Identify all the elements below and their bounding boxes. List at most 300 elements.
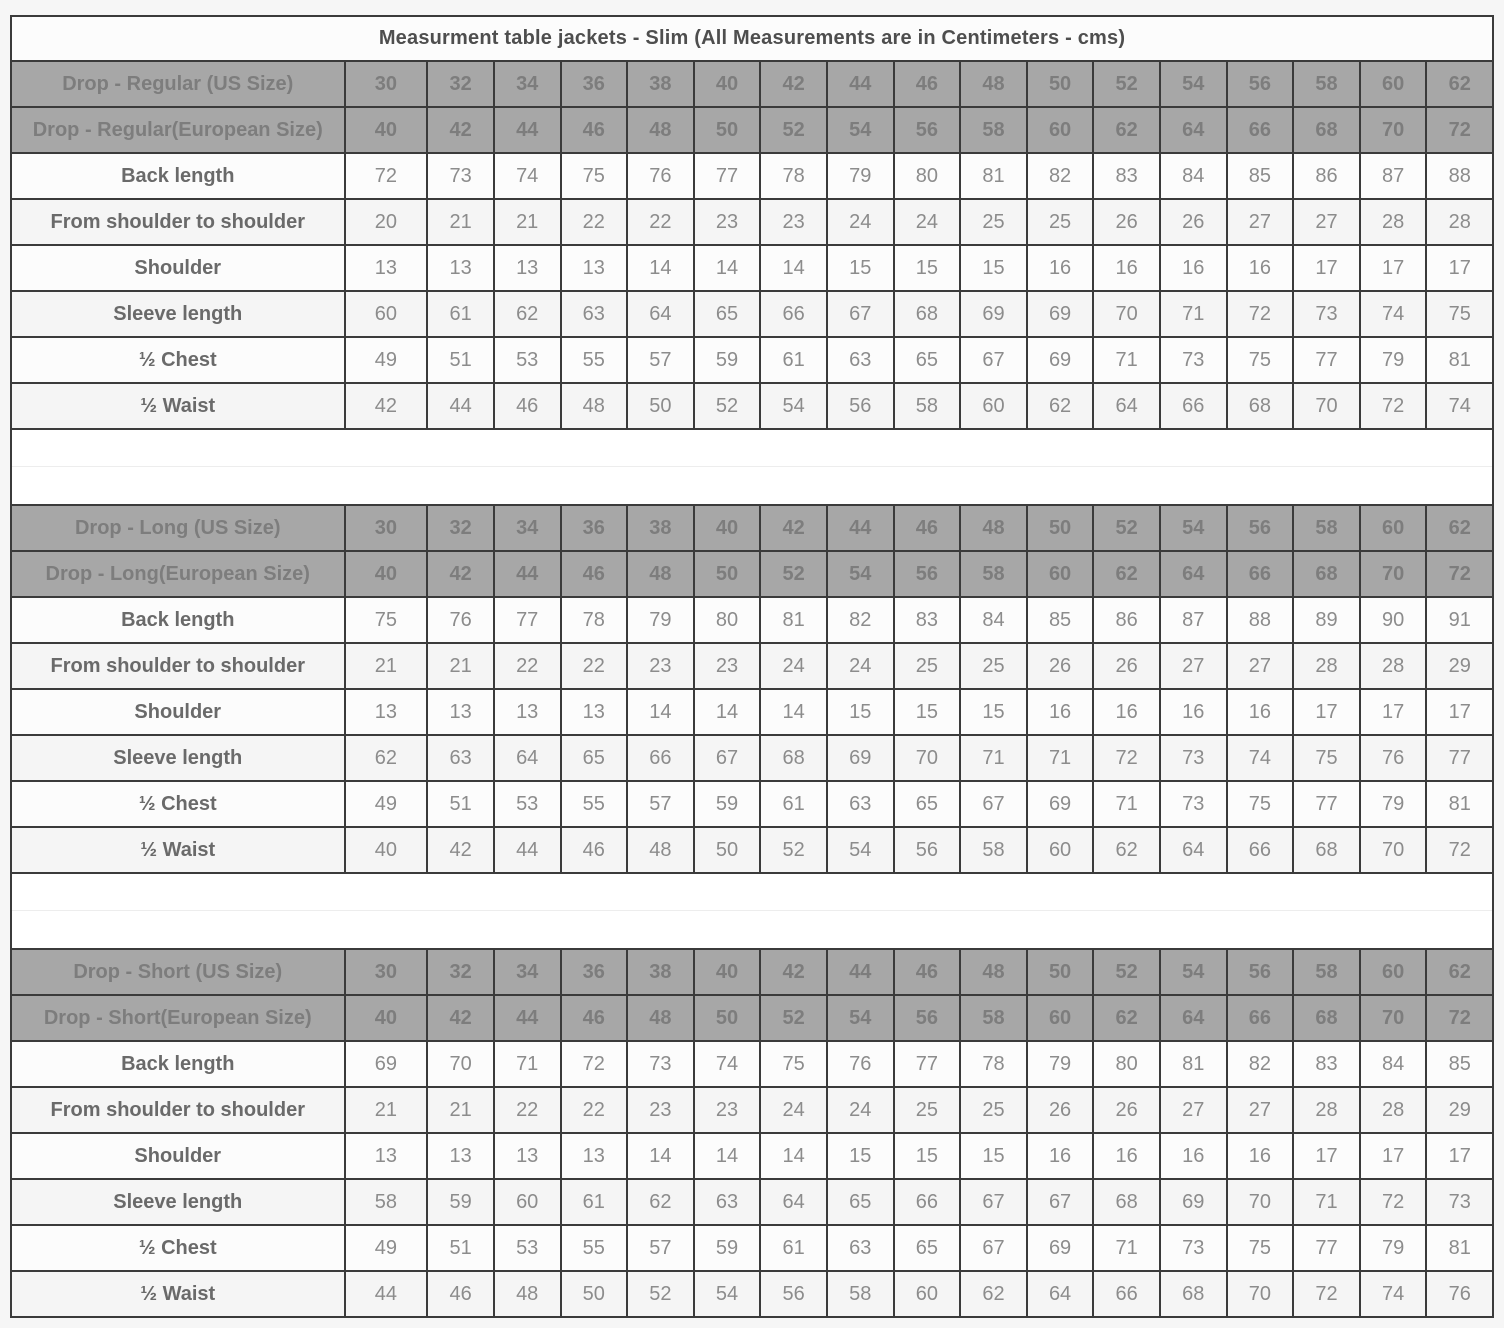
measurement-value: 25 bbox=[1026, 200, 1093, 244]
measurement-value: 17 bbox=[1359, 1134, 1426, 1178]
measurement-table bbox=[10, 15, 1494, 1318]
measurement-value: 23 bbox=[626, 1088, 693, 1132]
measurement-row bbox=[12, 780, 1492, 826]
measurement-value: 16 bbox=[1159, 1134, 1226, 1178]
measurement-value: 27 bbox=[1159, 644, 1226, 688]
us-size-cell: 46 bbox=[893, 506, 960, 550]
measurement-value: 24 bbox=[759, 1088, 826, 1132]
measurement-value: 71 bbox=[1092, 338, 1159, 382]
measurement-value: 66 bbox=[1092, 1272, 1159, 1316]
eu-size-cell: 50 bbox=[693, 996, 760, 1040]
measurement-value: 62 bbox=[1026, 384, 1093, 428]
us-size-cell: 62 bbox=[1425, 950, 1492, 994]
measurement-value: 28 bbox=[1359, 644, 1426, 688]
measurement-value: 24 bbox=[826, 1088, 893, 1132]
measurement-value: 73 bbox=[1425, 1180, 1492, 1224]
measurement-value: 81 bbox=[1425, 782, 1492, 826]
eu-size-cell: 40 bbox=[344, 552, 427, 596]
measurement-value: 61 bbox=[759, 338, 826, 382]
measurement-value: 77 bbox=[893, 1042, 960, 1086]
measurement-value: 57 bbox=[626, 782, 693, 826]
measurement-value: 51 bbox=[426, 1226, 493, 1270]
measurement-value: 62 bbox=[1092, 828, 1159, 872]
us-size-cell: 50 bbox=[1026, 506, 1093, 550]
eu-size-cell: 72 bbox=[1425, 996, 1492, 1040]
measurement-value: 14 bbox=[626, 1134, 693, 1178]
measurement-value: 76 bbox=[1359, 736, 1426, 780]
measurement-value: 57 bbox=[626, 338, 693, 382]
measurement-value: 65 bbox=[893, 782, 960, 826]
measurement-value: 14 bbox=[693, 1134, 760, 1178]
us-size-cell: 56 bbox=[1226, 950, 1293, 994]
measurement-value: 26 bbox=[1092, 200, 1159, 244]
us-size-cell: 38 bbox=[626, 62, 693, 106]
measurement-value: 72 bbox=[1092, 736, 1159, 780]
us-size-header-row bbox=[12, 948, 1492, 994]
measurement-value: 13 bbox=[493, 690, 560, 734]
us-size-cell: 48 bbox=[959, 950, 1026, 994]
measurement-value: 70 bbox=[1226, 1272, 1293, 1316]
eu-size-cell: 68 bbox=[1292, 996, 1359, 1040]
measurement-value: 22 bbox=[560, 644, 627, 688]
measurement-value: 17 bbox=[1425, 246, 1492, 290]
measurement-value: 22 bbox=[560, 200, 627, 244]
measurement-value: 15 bbox=[959, 246, 1026, 290]
measurement-value: 79 bbox=[1359, 782, 1426, 826]
measurement-value: 67 bbox=[693, 736, 760, 780]
measurement-value: 82 bbox=[1226, 1042, 1293, 1086]
eu-size-cell: 42 bbox=[426, 552, 493, 596]
measurement-row bbox=[12, 244, 1492, 290]
measurement-value: 22 bbox=[560, 1088, 627, 1132]
measurement-value: 84 bbox=[1359, 1042, 1426, 1086]
eu-size-cell: 54 bbox=[826, 552, 893, 596]
measurement-value: 22 bbox=[493, 644, 560, 688]
measurement-value: 63 bbox=[826, 1226, 893, 1270]
eu-size-cell: 52 bbox=[759, 108, 826, 152]
measurement-value: 72 bbox=[344, 154, 427, 198]
us-size-cell: 44 bbox=[826, 506, 893, 550]
us-size-header-row bbox=[12, 504, 1492, 550]
measurement-value: 85 bbox=[1026, 598, 1093, 642]
measurement-value: 63 bbox=[826, 782, 893, 826]
section-spacer bbox=[12, 910, 1492, 948]
measurement-value: 54 bbox=[826, 828, 893, 872]
measurement-value: 14 bbox=[759, 246, 826, 290]
measurement-value: 29 bbox=[1425, 1088, 1492, 1132]
measurement-value: 14 bbox=[693, 690, 760, 734]
measurement-value: 60 bbox=[344, 292, 427, 336]
measurement-value: 72 bbox=[1226, 292, 1293, 336]
measurement-value: 16 bbox=[1226, 690, 1293, 734]
measurement-value: 71 bbox=[1092, 782, 1159, 826]
measurement-value: 56 bbox=[826, 384, 893, 428]
measurement-value: 63 bbox=[693, 1180, 760, 1224]
measurement-row bbox=[12, 826, 1492, 872]
measurement-value: 51 bbox=[426, 782, 493, 826]
us-size-cell: 54 bbox=[1159, 62, 1226, 106]
measurement-value: 16 bbox=[1226, 1134, 1293, 1178]
us-size-cell: 38 bbox=[626, 950, 693, 994]
measurement-value: 64 bbox=[1092, 384, 1159, 428]
measurement-value: 64 bbox=[1159, 828, 1226, 872]
measurement-value: 69 bbox=[1026, 338, 1093, 382]
eu-size-cell: 64 bbox=[1159, 108, 1226, 152]
measurement-value: 58 bbox=[344, 1180, 427, 1224]
us-size-cell: 34 bbox=[493, 950, 560, 994]
measurement-value: 78 bbox=[959, 1042, 1026, 1086]
measurement-value: 71 bbox=[1092, 1226, 1159, 1270]
measurement-label: Sleeve length bbox=[113, 302, 243, 325]
measurement-value: 79 bbox=[1026, 1042, 1093, 1086]
measurement-value: 44 bbox=[344, 1272, 427, 1316]
eu-size-cell: 54 bbox=[826, 996, 893, 1040]
measurement-value: 13 bbox=[493, 1134, 560, 1178]
measurement-value: 68 bbox=[1292, 828, 1359, 872]
measurement-value: 26 bbox=[1159, 200, 1226, 244]
measurement-value: 21 bbox=[426, 200, 493, 244]
measurement-value: 13 bbox=[560, 690, 627, 734]
measurement-value: 56 bbox=[893, 828, 960, 872]
measurement-value: 77 bbox=[1292, 338, 1359, 382]
measurement-value: 66 bbox=[1159, 384, 1226, 428]
measurement-value: 76 bbox=[826, 1042, 893, 1086]
us-size-cell: 36 bbox=[560, 506, 627, 550]
measurement-value: 13 bbox=[344, 1134, 427, 1178]
measurement-value: 82 bbox=[1026, 154, 1093, 198]
measurement-value: 28 bbox=[1359, 200, 1426, 244]
us-size-cell: 46 bbox=[893, 62, 960, 106]
measurement-value: 81 bbox=[959, 154, 1026, 198]
eu-size-cell: 70 bbox=[1359, 552, 1426, 596]
eu-size-cell: 62 bbox=[1092, 108, 1159, 152]
measurement-value: 68 bbox=[1226, 384, 1293, 428]
measurement-label: ½ Waist bbox=[140, 838, 216, 861]
us-size-cell: 38 bbox=[626, 506, 693, 550]
measurement-value: 25 bbox=[959, 200, 1026, 244]
measurement-value: 16 bbox=[1226, 246, 1293, 290]
eu-size-cell: 40 bbox=[344, 108, 427, 152]
measurement-value: 75 bbox=[1425, 292, 1492, 336]
eu-size-cell: 72 bbox=[1425, 108, 1492, 152]
measurement-value: 67 bbox=[1026, 1180, 1093, 1224]
measurement-value: 63 bbox=[560, 292, 627, 336]
measurement-value: 22 bbox=[493, 1088, 560, 1132]
measurement-value: 53 bbox=[493, 782, 560, 826]
us-size-cell: 32 bbox=[426, 62, 493, 106]
measurement-value: 16 bbox=[1092, 246, 1159, 290]
measurement-value: 49 bbox=[344, 1226, 427, 1270]
measurement-value: 70 bbox=[1359, 828, 1426, 872]
measurement-value: 58 bbox=[959, 828, 1026, 872]
measurement-row bbox=[12, 1040, 1492, 1086]
measurement-value: 73 bbox=[1159, 782, 1226, 826]
measurement-value: 25 bbox=[959, 1088, 1026, 1132]
measurement-value: 80 bbox=[893, 154, 960, 198]
measurement-value: 77 bbox=[1292, 782, 1359, 826]
measurement-value: 27 bbox=[1159, 1088, 1226, 1132]
section-spacer bbox=[12, 872, 1492, 910]
measurement-value: 13 bbox=[560, 1134, 627, 1178]
measurement-value: 70 bbox=[426, 1042, 493, 1086]
measurement-value: 24 bbox=[826, 200, 893, 244]
measurement-value: 17 bbox=[1425, 1134, 1492, 1178]
eu-size-cell: 42 bbox=[426, 108, 493, 152]
measurement-value: 23 bbox=[693, 1088, 760, 1132]
measurement-value: 48 bbox=[560, 384, 627, 428]
eu-size-cell: 60 bbox=[1026, 996, 1093, 1040]
measurement-value: 13 bbox=[344, 246, 427, 290]
measurement-value: 71 bbox=[959, 736, 1026, 780]
eu-size-cell: 58 bbox=[959, 996, 1026, 1040]
measurement-value: 72 bbox=[1359, 384, 1426, 428]
measurement-value: 55 bbox=[560, 1226, 627, 1270]
measurement-value: 49 bbox=[344, 782, 427, 826]
measurement-value: 64 bbox=[1026, 1272, 1093, 1316]
measurement-value: 69 bbox=[1026, 782, 1093, 826]
us-size-cell: 52 bbox=[1092, 506, 1159, 550]
measurement-label: Shoulder bbox=[134, 256, 222, 279]
measurement-value: 15 bbox=[826, 246, 893, 290]
measurement-label: Back length bbox=[121, 1052, 235, 1075]
measurement-value: 70 bbox=[893, 736, 960, 780]
measurement-value: 40 bbox=[344, 828, 427, 872]
measurement-value: 68 bbox=[1159, 1272, 1226, 1316]
measurement-value: 75 bbox=[560, 154, 627, 198]
eu-size-cell: 68 bbox=[1292, 552, 1359, 596]
eu-size-cell: 52 bbox=[759, 552, 826, 596]
measurement-value: 42 bbox=[344, 384, 427, 428]
measurement-row bbox=[12, 1270, 1492, 1316]
measurement-value: 70 bbox=[1092, 292, 1159, 336]
us-size-cell: 30 bbox=[344, 950, 427, 994]
measurement-value: 73 bbox=[426, 154, 493, 198]
measurement-value: 15 bbox=[893, 1134, 960, 1178]
measurement-value: 48 bbox=[493, 1272, 560, 1316]
measurement-value: 16 bbox=[1159, 690, 1226, 734]
measurement-value: 81 bbox=[1159, 1042, 1226, 1086]
measurement-row bbox=[12, 734, 1492, 780]
measurement-value: 50 bbox=[560, 1272, 627, 1316]
eu-size-label: Drop - Short(European Size) bbox=[43, 1006, 312, 1029]
measurement-value: 65 bbox=[826, 1180, 893, 1224]
measurement-value: 69 bbox=[826, 736, 893, 780]
eu-size-cell: 64 bbox=[1159, 552, 1226, 596]
measurement-value: 62 bbox=[959, 1272, 1026, 1316]
eu-size-cell: 66 bbox=[1226, 108, 1293, 152]
measurement-value: 68 bbox=[893, 292, 960, 336]
eu-size-cell: 64 bbox=[1159, 996, 1226, 1040]
measurement-value: 70 bbox=[1226, 1180, 1293, 1224]
eu-size-cell: 52 bbox=[759, 996, 826, 1040]
measurement-value: 73 bbox=[1159, 338, 1226, 382]
measurement-value: 13 bbox=[426, 246, 493, 290]
measurement-label: Sleeve length bbox=[113, 746, 243, 769]
measurement-value: 17 bbox=[1292, 690, 1359, 734]
measurement-value: 23 bbox=[759, 200, 826, 244]
measurement-value: 72 bbox=[560, 1042, 627, 1086]
measurement-value: 14 bbox=[759, 690, 826, 734]
measurement-value: 21 bbox=[426, 644, 493, 688]
measurement-value: 87 bbox=[1359, 154, 1426, 198]
measurement-value: 63 bbox=[426, 736, 493, 780]
measurement-value: 81 bbox=[1425, 338, 1492, 382]
measurement-value: 58 bbox=[826, 1272, 893, 1316]
section-spacer bbox=[12, 428, 1492, 466]
measurement-value: 86 bbox=[1292, 154, 1359, 198]
measurement-value: 82 bbox=[826, 598, 893, 642]
measurement-value: 64 bbox=[493, 736, 560, 780]
measurement-value: 15 bbox=[893, 690, 960, 734]
measurement-value: 28 bbox=[1425, 200, 1492, 244]
us-size-cell: 52 bbox=[1092, 950, 1159, 994]
measurement-row bbox=[12, 1178, 1492, 1224]
measurement-value: 75 bbox=[1226, 782, 1293, 826]
measurement-value: 65 bbox=[560, 736, 627, 780]
measurement-label: ½ Chest bbox=[138, 792, 217, 815]
measurement-value: 26 bbox=[1092, 1088, 1159, 1132]
measurement-value: 71 bbox=[1026, 736, 1093, 780]
measurement-value: 85 bbox=[1425, 1042, 1492, 1086]
measurement-value: 80 bbox=[1092, 1042, 1159, 1086]
measurement-value: 27 bbox=[1226, 200, 1293, 244]
measurement-value: 14 bbox=[626, 246, 693, 290]
measurement-value: 59 bbox=[693, 1226, 760, 1270]
us-size-cell: 44 bbox=[826, 950, 893, 994]
measurement-label: ½ Waist bbox=[140, 1282, 216, 1305]
eu-size-cell: 62 bbox=[1092, 996, 1159, 1040]
measurement-value: 60 bbox=[893, 1272, 960, 1316]
measurement-value: 83 bbox=[1292, 1042, 1359, 1086]
measurement-value: 67 bbox=[959, 782, 1026, 826]
measurement-value: 15 bbox=[826, 690, 893, 734]
measurement-value: 28 bbox=[1292, 644, 1359, 688]
us-size-label: Drop - Long (US Size) bbox=[74, 516, 281, 539]
measurement-value: 23 bbox=[693, 644, 760, 688]
measurement-value: 74 bbox=[493, 154, 560, 198]
measurement-value: 61 bbox=[426, 292, 493, 336]
measurement-value: 29 bbox=[1425, 644, 1492, 688]
measurement-value: 17 bbox=[1359, 246, 1426, 290]
measurement-value: 64 bbox=[759, 1180, 826, 1224]
section-spacer bbox=[12, 466, 1492, 504]
us-size-label: Drop - Regular (US Size) bbox=[62, 72, 294, 95]
measurement-value: 52 bbox=[626, 1272, 693, 1316]
eu-size-cell: 44 bbox=[493, 108, 560, 152]
measurement-row bbox=[12, 290, 1492, 336]
measurement-value: 24 bbox=[826, 644, 893, 688]
measurement-value: 25 bbox=[893, 1088, 960, 1132]
us-size-cell: 46 bbox=[893, 950, 960, 994]
us-size-cell: 60 bbox=[1359, 506, 1426, 550]
measurement-value: 66 bbox=[893, 1180, 960, 1224]
measurement-value: 16 bbox=[1026, 246, 1093, 290]
measurement-value: 74 bbox=[1226, 736, 1293, 780]
eu-size-cell: 66 bbox=[1226, 996, 1293, 1040]
measurement-value: 79 bbox=[1359, 338, 1426, 382]
measurement-value: 76 bbox=[1425, 1272, 1492, 1316]
us-size-cell: 60 bbox=[1359, 950, 1426, 994]
measurement-row bbox=[12, 596, 1492, 642]
us-size-cell: 42 bbox=[759, 506, 826, 550]
measurement-value: 26 bbox=[1026, 644, 1093, 688]
eu-size-cell: 54 bbox=[826, 108, 893, 152]
measurement-value: 86 bbox=[1092, 598, 1159, 642]
measurement-value: 62 bbox=[344, 736, 427, 780]
eu-size-header-row bbox=[12, 550, 1492, 596]
measurement-value: 69 bbox=[1026, 292, 1093, 336]
measurement-row bbox=[12, 336, 1492, 382]
eu-size-cell: 48 bbox=[626, 108, 693, 152]
measurement-value: 73 bbox=[1292, 292, 1359, 336]
measurement-value: 61 bbox=[560, 1180, 627, 1224]
eu-size-cell: 70 bbox=[1359, 108, 1426, 152]
us-size-cell: 62 bbox=[1425, 506, 1492, 550]
measurement-value: 89 bbox=[1292, 598, 1359, 642]
measurement-value: 55 bbox=[560, 782, 627, 826]
measurement-row bbox=[12, 1224, 1492, 1270]
measurement-value: 67 bbox=[959, 338, 1026, 382]
measurement-value: 15 bbox=[826, 1134, 893, 1178]
measurement-value: 71 bbox=[1292, 1180, 1359, 1224]
measurement-value: 21 bbox=[344, 1088, 427, 1132]
measurement-value: 70 bbox=[1292, 384, 1359, 428]
us-size-cell: 42 bbox=[759, 950, 826, 994]
measurement-label: Sleeve length bbox=[113, 1190, 243, 1213]
measurement-value: 77 bbox=[493, 598, 560, 642]
measurement-value: 69 bbox=[959, 292, 1026, 336]
eu-size-cell: 66 bbox=[1226, 552, 1293, 596]
measurement-value: 17 bbox=[1292, 1134, 1359, 1178]
measurement-value: 53 bbox=[493, 338, 560, 382]
eu-size-cell: 72 bbox=[1425, 552, 1492, 596]
us-size-cell: 58 bbox=[1292, 506, 1359, 550]
measurement-row bbox=[12, 152, 1492, 198]
table-title-row bbox=[12, 17, 1492, 60]
measurement-label: From shoulder to shoulder bbox=[50, 1098, 305, 1121]
measurement-value: 81 bbox=[1425, 1226, 1492, 1270]
measurement-value: 72 bbox=[1292, 1272, 1359, 1316]
us-size-cell: 52 bbox=[1092, 62, 1159, 106]
measurement-value: 44 bbox=[493, 828, 560, 872]
measurement-value: 57 bbox=[626, 1226, 693, 1270]
measurement-value: 14 bbox=[693, 246, 760, 290]
measurement-value: 59 bbox=[426, 1180, 493, 1224]
measurement-value: 88 bbox=[1425, 154, 1492, 198]
eu-size-cell: 42 bbox=[426, 996, 493, 1040]
measurement-value: 13 bbox=[426, 1134, 493, 1178]
eu-size-cell: 44 bbox=[493, 996, 560, 1040]
measurement-value: 42 bbox=[426, 828, 493, 872]
measurement-value: 46 bbox=[560, 828, 627, 872]
us-size-cell: 30 bbox=[344, 506, 427, 550]
eu-size-cell: 56 bbox=[893, 552, 960, 596]
measurement-value: 51 bbox=[426, 338, 493, 382]
measurement-value: 15 bbox=[893, 246, 960, 290]
measurement-value: 56 bbox=[759, 1272, 826, 1316]
eu-size-cell: 48 bbox=[626, 996, 693, 1040]
measurement-value: 73 bbox=[626, 1042, 693, 1086]
measurement-value: 75 bbox=[1226, 338, 1293, 382]
us-size-cell: 48 bbox=[959, 506, 1026, 550]
measurement-label: Back length bbox=[121, 164, 235, 187]
measurement-value: 52 bbox=[759, 828, 826, 872]
measurement-row bbox=[12, 642, 1492, 688]
measurement-value: 26 bbox=[1026, 1088, 1093, 1132]
measurement-value: 16 bbox=[1092, 1134, 1159, 1178]
measurement-value: 62 bbox=[493, 292, 560, 336]
measurement-value: 64 bbox=[626, 292, 693, 336]
